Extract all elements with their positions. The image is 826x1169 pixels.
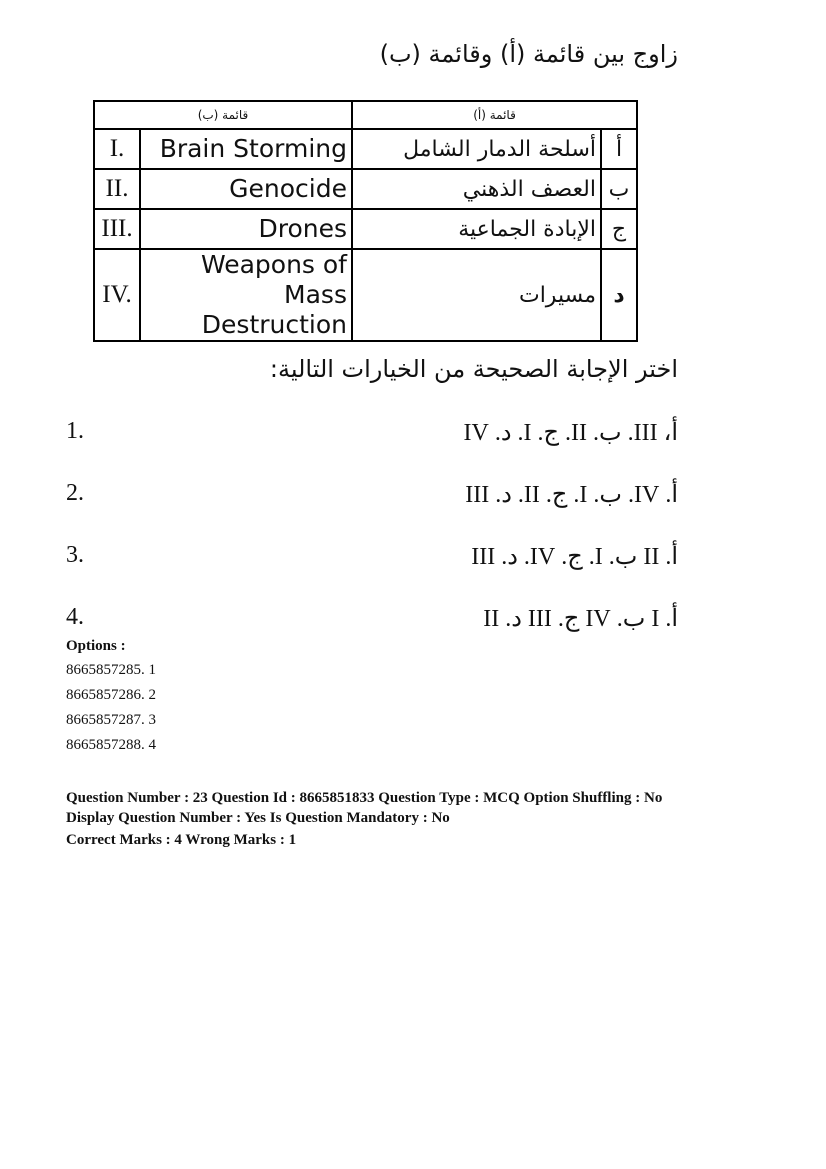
english-term: Weapons of Mass Destruction bbox=[140, 249, 352, 341]
arabic-term: العصف الذهني bbox=[352, 169, 601, 209]
roman-numeral: II. bbox=[94, 169, 140, 209]
header-list-b: قائمة (ب) bbox=[94, 101, 352, 129]
roman-numeral: IV. bbox=[94, 249, 140, 341]
arabic-letter: ج bbox=[601, 209, 637, 249]
roman-numeral: III. bbox=[94, 209, 140, 249]
question-prompt: اختر الإجابة الصحيحة من الخيارات التالية: bbox=[269, 355, 678, 383]
answer-number: 3. bbox=[66, 542, 84, 568]
arabic-letter: د bbox=[601, 249, 637, 341]
arabic-term: مسيرات bbox=[352, 249, 601, 341]
roman-numeral: I. bbox=[94, 129, 140, 169]
arabic-term: أسلحة الدمار الشامل bbox=[352, 129, 601, 169]
answer-number: 4. bbox=[66, 604, 84, 630]
table-row bbox=[94, 209, 637, 249]
header-list-a: قائمة (أ) bbox=[352, 101, 637, 129]
table-row bbox=[94, 249, 637, 341]
arabic-letter: ب bbox=[601, 169, 637, 209]
english-term: Drones bbox=[140, 209, 352, 249]
english-term: Genocide bbox=[140, 169, 352, 209]
table-row bbox=[94, 169, 637, 209]
arabic-letter: أ bbox=[601, 129, 637, 169]
answer-number: 1. bbox=[66, 418, 84, 444]
english-term: Brain Storming bbox=[140, 129, 352, 169]
option-id: 8665857285. 1 bbox=[66, 662, 156, 678]
answer-text: أ. IV. ب. I. ج. II. د. III bbox=[465, 482, 678, 508]
arabic-term: الإبادة الجماعية bbox=[352, 209, 601, 249]
answer-text: أ. II ب. I. ج. IV. د. III bbox=[471, 544, 678, 570]
question-meta-line1: Question Number : 23 Question Id : 8665851833 Question Type : MCQ Option Shuffling : No bbox=[66, 790, 663, 806]
question-meta-line2: Display Question Number : Yes Is Question Mandatory : No bbox=[66, 810, 450, 826]
table-header-row bbox=[94, 101, 637, 129]
options-label: Options : bbox=[66, 638, 126, 654]
question-marks: Correct Marks : 4 Wrong Marks : 1 bbox=[66, 832, 297, 848]
answer-text: أ. I ب. IV ج. III د. II bbox=[483, 606, 678, 632]
answer-text: أ، III. ب. II. ج. I. د. IV bbox=[463, 420, 678, 446]
table-row bbox=[94, 129, 637, 169]
option-id: 8665857287. 3 bbox=[66, 712, 156, 728]
option-id: 8665857286. 2 bbox=[66, 687, 156, 703]
answer-number: 2. bbox=[66, 480, 84, 506]
question-title: زاوج بين قائمة (أ) وقائمة (ب) bbox=[379, 40, 678, 68]
match-table bbox=[93, 100, 638, 342]
option-id: 8665857288. 4 bbox=[66, 737, 156, 753]
